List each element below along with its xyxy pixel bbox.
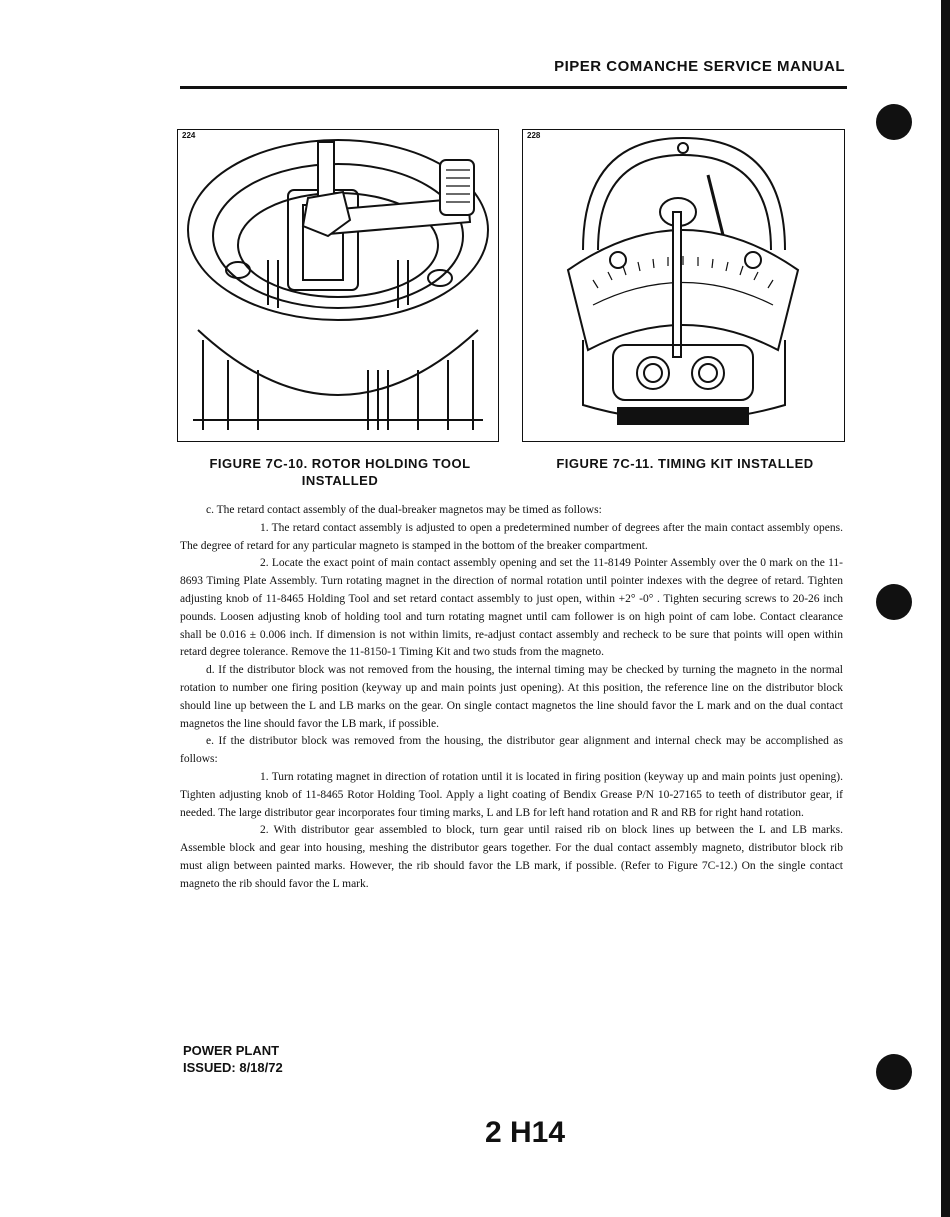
- caption-line: FIGURE 7C-10. ROTOR HOLDING TOOL: [209, 456, 471, 471]
- figure-rotor-holding-tool: [177, 129, 499, 442]
- figure-7c-11-caption: [525, 455, 845, 472]
- figure-number: 224: [182, 131, 196, 140]
- body-text: [180, 502, 843, 894]
- header-rule: [180, 86, 847, 89]
- issue-date: ISSUED: 8/18/72: [183, 1060, 283, 1075]
- punch-hole-top: [876, 104, 912, 140]
- figure-timing-kit-installed: [522, 129, 845, 442]
- punch-hole-middle: [876, 584, 912, 620]
- paragraph-e1: 1. Turn rotating magnet in direction of rotation until it is located in firing position (keyway up and main points just opening). Tighten adjusting knob of 11-8465 Rotor Holding Tool. Apply a light coating of Bendix Grease P/N 10-27165 to teeth of distributor gear, if needed. The large distributor gear incorporates four timing marks, L and LB for left hand rotation and R and RB for right hand rotation.: [180, 770, 843, 819]
- timing-kit-illustration: [523, 130, 844, 441]
- page-number: 2 H14: [484, 1116, 566, 1149]
- section-name: POWER PLANT: [183, 1043, 280, 1058]
- paragraph-c1: 1. The retard contact assembly is adjusted to open a predetermined number of degrees after the main contact assembly opens. The degree of retard for any particular magneto is stamped in the bottom of the breaker compartment.: [180, 521, 843, 552]
- rotor-holding-tool-illustration: [178, 130, 498, 441]
- footer-info: [183, 1042, 283, 1076]
- paragraph-e: e. If the distributor block was removed from the housing, the distributor gear alignment and internal check may be accomplished as follows:: [180, 735, 843, 766]
- paragraph-c2: 2. Locate the exact point of main contact assembly opening and set the 11-8149 Pointer Assembly over the 0 mark on the 11-8693 Timing Plate Assembly. Turn rotating magnet in the direction of normal rotation until pointer indexes with the degree of retard. Tighten adjusting knob of 11-8465 Holding Tool and set retard contact assembly to just open, within +2° -0° . Tighten securing screws to 20-26 inch pounds. Loosen adjusting knob of holding tool and turn rotating magnet until cam follower is on high point of cam lobe. Contact clearance shall be 0.016 ± 0.006 inch. If dimension is not within limits, re-adjust contact assembly and recheck to be sure that points will open within retard degree tolerance. Remove the 11-8150-1 Timing Kit and two studs from the magneto.: [180, 557, 843, 659]
- paragraph-e2: 2. With distributor gear assembled to block, turn gear until raised rib on block lines up between the L and LB marks. Assemble block and gear into housing, meshing the distributor gears together. For the dual contact assembly magneto, distributor block rib must align between painted marks. However, the rib should favor the LB mark, if possible. (Refer to Figure 7C-12.) On the single contact magneto the rib should favor the L mark.: [180, 824, 843, 890]
- punch-hole-bottom: [876, 1054, 912, 1090]
- figure-number: 228: [527, 131, 541, 140]
- caption-line: FIGURE 7C-11. TIMING KIT INSTALLED: [556, 456, 814, 471]
- paragraph-d: d. If the distributor block was not removed from the housing, the internal timing may be checked by turning the magneto in the normal rotation to number one firing position (keyway up and main points just opening). At this position, the reference line on the distributor block should line up between the L and LB marks on the gear. On single contact magnetos the line should favor the L mark and on the dual contact magnetos the line should favor the LB mark, if possible.: [180, 664, 843, 730]
- paragraph-c: c. The retard contact assembly of the dual-breaker magnetos may be timed as follows:: [206, 504, 602, 516]
- figure-7c-10-caption: [180, 455, 500, 489]
- manual-title: PIPER COMANCHE SERVICE MANUAL: [554, 58, 845, 75]
- caption-line: INSTALLED: [301, 473, 379, 488]
- page-edge-bar: [941, 0, 950, 1217]
